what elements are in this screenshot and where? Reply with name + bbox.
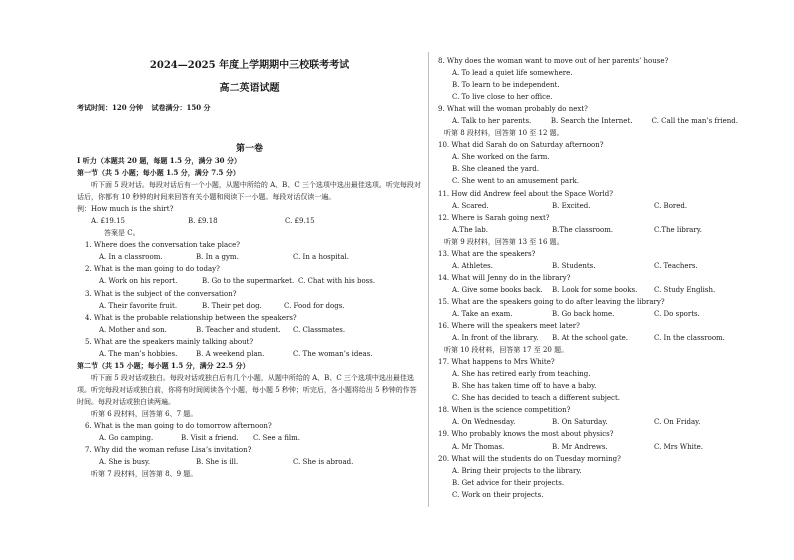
exam-subtitle: 高二英语试题: [219, 83, 280, 94]
option-c: C. Classmates.: [293, 325, 346, 334]
material-note: 听第 8 段材料，回答第 10 至 12 题。: [444, 129, 564, 138]
question: 12. Where is Sarah going next?: [438, 213, 550, 222]
question-options: [438, 115, 738, 127]
example-question: 例：How much is the shirt?: [77, 205, 174, 214]
question: 20. What will the students do on Tuesday morning?: [438, 454, 621, 463]
question: 8. Why does the woman want to move out of her parents’ house?: [438, 57, 669, 65]
option-c: C. She went to an amusement park.: [452, 177, 579, 186]
option-b: B. She cleaned the yard.: [452, 165, 539, 174]
option-c: C. She has decided to teach a different subject.: [452, 394, 620, 403]
option-b: B. Teacher and student.: [196, 325, 281, 334]
left-column: [77, 155, 422, 480]
volume-heading: 第一卷: [235, 144, 263, 154]
option-b: B. Go to the supermarket.: [202, 277, 295, 286]
column-divider: [428, 52, 429, 507]
option-c: C. £9.15: [285, 217, 315, 226]
question-options: [77, 348, 422, 360]
option-c: C.The library.: [654, 225, 702, 234]
question-options: [77, 275, 422, 287]
option-a: A. £19.15: [91, 217, 125, 226]
option-b: B. Visit a friend.: [181, 434, 239, 443]
material-note: 听第 7 段材料，回答第 8、9 题。: [91, 470, 198, 479]
question: 5. What are the speakers mainly talking about?: [85, 337, 254, 346]
option-b: B. Students.: [552, 261, 596, 270]
question: 10. What did Sarah do on Saturday afternoon?: [438, 141, 604, 150]
option-c: C. Teachers.: [654, 261, 698, 270]
option-b: B. She has taken time off to have a baby.: [452, 382, 597, 391]
option-c: C. She is abroad.: [293, 458, 354, 467]
option-a: A. She worked on the farm.: [452, 153, 550, 162]
question-options: [77, 456, 422, 468]
option-a: A. In front of the library.: [452, 334, 539, 343]
exam-title: 2024—2025 年度上学期期中三校联考考试: [149, 60, 350, 71]
question-options: [438, 260, 738, 272]
option-b: B. Go back home.: [552, 309, 615, 318]
option-a: A. Athletes.: [452, 261, 493, 270]
option-b: B.The classroom.: [552, 225, 614, 234]
question: 13. What are the speakers?: [438, 249, 536, 258]
question: 2. What is the man going to do today?: [85, 265, 220, 274]
question: 15. What are the speakers going to do after leaving the library?: [438, 297, 665, 306]
section1-title: 第一节（共 5 小题；每小题 1.5 分，满分 7.5 分）: [77, 168, 240, 178]
option-b: B. At the school gate.: [552, 334, 629, 343]
option-c: C. Do sports.: [654, 309, 700, 318]
option-a: A. Their favorite fruit.: [99, 301, 178, 310]
question: 3. What is the subject of the conversation?: [85, 289, 237, 298]
option-c: C. Work on their projects.: [452, 490, 544, 499]
question-options: [438, 441, 738, 453]
question-options: [77, 432, 422, 444]
part-title: I 听力（本题共 20 题，每题 1.5 分，满分 30 分）: [77, 156, 241, 165]
question: 19. Who probably knows the most about physics?: [438, 430, 614, 439]
option-b: B. On Saturday.: [552, 418, 608, 427]
exam-score: 试卷满分：150 分: [151, 103, 211, 112]
option-c: C. On Friday.: [654, 418, 701, 427]
example-answer: 答案是 C。: [104, 229, 140, 238]
question-options: [438, 332, 738, 344]
exam-info: [77, 103, 217, 113]
option-a: A. Talk to her parents.: [452, 117, 532, 126]
option-a: A. She is busy.: [99, 458, 151, 467]
option-b: B. Look for some books.: [552, 285, 638, 294]
option-c: C. Bored.: [654, 201, 688, 210]
option-c: C. Study English.: [654, 285, 716, 294]
option-c: C. Call the man’s friend.: [651, 117, 738, 126]
section2-instructions: 听下面 5 段对话或独白。每段对话或独白后有几个小题，从题中所给的 A、B、C 三个选项中选出最佳选项。听完每段对话或独白前，你将有时间阅读各个小题，每小题 5 秒钟；听完后，各小题将给出 5 秒钟的作答时间。每段对话或独白读两遍。: [77, 373, 417, 406]
material-note: 听第 10 段材料，回答第 17 至 20 题。: [444, 346, 569, 355]
question: 9. What will the woman probably do next?: [438, 105, 588, 114]
option-c: C. See a film.: [253, 434, 301, 443]
option-b: B. Mr Andrews.: [552, 442, 608, 451]
question: 18. When is the science competition?: [438, 406, 571, 415]
question: 7. Why did the woman refuse Lisa’s invitation?: [85, 446, 252, 455]
option-a: A.The lab.: [452, 225, 488, 234]
option-a: A. Bring their projects to the library.: [452, 466, 582, 475]
option-c: C. In a hospital.: [293, 253, 349, 262]
question: 16. Where will the speakers meet later?: [438, 322, 580, 331]
right-column: [438, 55, 738, 501]
exam-time: 考试时间：120 分钟: [77, 103, 144, 112]
question-options: [438, 416, 738, 428]
option-a: A. Work on his report.: [99, 277, 178, 286]
option-b: B. Their pet dog.: [202, 301, 262, 310]
option-b: B. In a gym.: [196, 253, 239, 262]
option-b: B. A weekend plan.: [196, 349, 265, 358]
question: 17. What happens to Mrs White?: [438, 358, 555, 367]
option-a: A. In a classroom.: [99, 253, 163, 262]
question-options: [438, 284, 738, 296]
option-a: A. Go camping.: [99, 434, 154, 443]
question: 4. What is the probable relationship between the speakers?: [85, 313, 297, 322]
question-options: [77, 251, 422, 263]
material-note: 听第 9 段材料，回答第 13 至 16 题。: [444, 237, 564, 246]
option-a: A. Take an exam.: [452, 309, 513, 318]
option-a: A. To lead a quiet life somewhere.: [452, 69, 573, 78]
option-c: C. Chat with his boss.: [298, 277, 376, 286]
option-a: A. Mr Thomas.: [452, 442, 505, 451]
option-c: C. In the classroom.: [654, 334, 725, 343]
option-c: C. Food for dogs.: [284, 301, 345, 310]
option-b: B. Search the Internet.: [550, 117, 633, 126]
option-c: C. Mrs White.: [654, 442, 704, 451]
question-options: [438, 308, 738, 320]
example-options: [77, 215, 422, 227]
option-b: B. To learn to be independent.: [452, 81, 560, 90]
option-b: B. Get advice for their projects.: [452, 478, 565, 487]
option-b: B. Excited.: [552, 201, 591, 210]
option-c: C. The woman’s ideas.: [293, 349, 373, 358]
question: 6. What is the man going to do tomorrow afternoon?: [85, 422, 272, 431]
question-options: [77, 300, 422, 312]
option-b: B. £9.18: [188, 217, 218, 226]
question-options: [77, 324, 422, 336]
option-a: A. Mother and son.: [99, 325, 167, 334]
option-a: A. She has retired early from teaching.: [452, 370, 591, 379]
section2-title: 第二节（共 15 小题；每小题 1.5 分，满分 22.5 分）: [77, 360, 250, 370]
option-a: A. On Wednesday.: [452, 418, 516, 427]
question: 14. What will Jenny do in the library?: [438, 273, 571, 282]
option-a: A. Scared.: [452, 201, 489, 210]
question: 11. How did Andrew feel about the Space World?: [438, 189, 614, 198]
option-a: A. Give some books back.: [452, 285, 543, 294]
option-b: B. She is ill.: [196, 458, 239, 467]
material-note: 听第 6 段材料，回答第 6、7 题。: [91, 409, 198, 418]
option-a: A. The man’s hobbies.: [99, 349, 178, 358]
question: 1. Where does the conversation take place?: [85, 241, 240, 250]
section1-instructions: 听下面 5 段对话。每段对话后有一个小题，从题中所给的 A、B、C 三个选项中选出最佳选项。听完每段对话后，你都有 10 秒钟的时间来回答有关小题和阅读下一小题。每段对话仅读一遍。: [77, 181, 421, 202]
question-options: [438, 224, 738, 236]
option-c: C. To live close to her office.: [452, 93, 553, 102]
question-options: [438, 200, 738, 212]
